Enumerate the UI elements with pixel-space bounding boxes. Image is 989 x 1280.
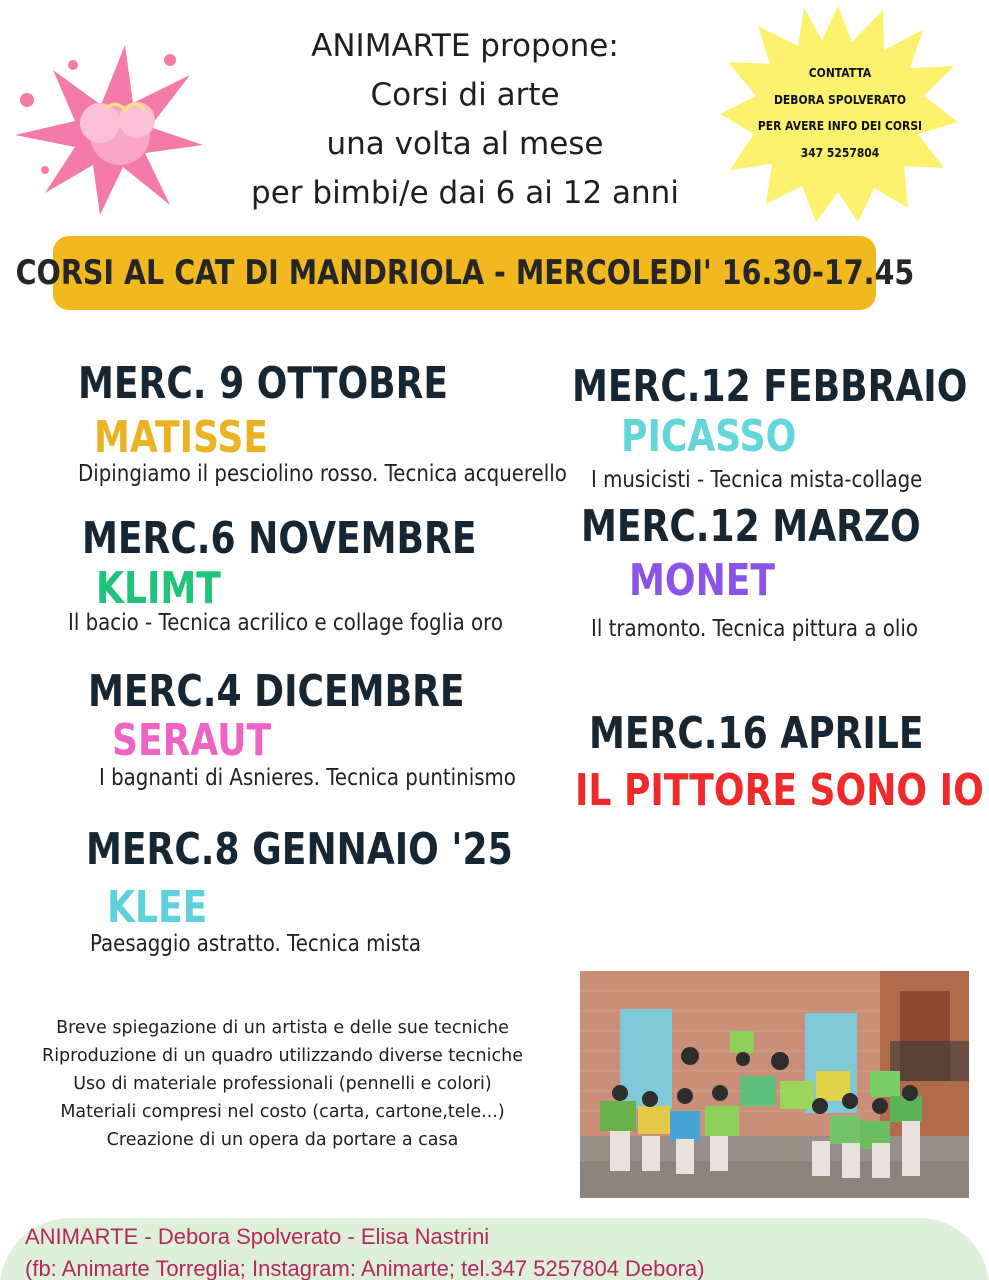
intro-line: Corsi di arte bbox=[370, 77, 560, 113]
course-artist: IL PITTORE SONO IO bbox=[575, 765, 984, 816]
contact-line: PER AVERE INFO DEI CORSI bbox=[757, 118, 923, 133]
schedule-banner bbox=[15, 236, 914, 310]
course-date: MERC.4 DICEMBRE bbox=[88, 666, 465, 717]
course-description: Il tramonto. Tecnica pittura a olio bbox=[591, 616, 918, 642]
intro-line: per bimbi/e dai 6 ai 12 anni bbox=[251, 175, 679, 211]
course-artist: KLIMT bbox=[96, 563, 221, 614]
course-date: MERC. 9 OTTOBRE bbox=[78, 358, 449, 409]
contact-info bbox=[754, 60, 926, 166]
contact-line: DEBORA SPOLVERATO bbox=[774, 91, 906, 107]
course-date: MERC.12 MARZO bbox=[581, 501, 921, 552]
course-artist: SERAUT bbox=[112, 715, 272, 766]
intro-line: ANIMARTE propone: bbox=[311, 28, 619, 64]
course-date: MERC.16 APRILE bbox=[589, 708, 924, 759]
feature-item: Materiali compresi nel costo (carta, cartone,tele...) bbox=[60, 1102, 505, 1122]
course-artist: PICASSO bbox=[621, 411, 797, 462]
contact-line: CONTATTA bbox=[808, 65, 872, 80]
intro-text bbox=[200, 22, 730, 218]
feature-item: Breve spiegazione di un artista e delle sue tecniche bbox=[56, 1018, 509, 1038]
course-description: Dipingiamo il pesciolino rosso. Tecnica acquerello bbox=[78, 461, 567, 487]
footer-line: ANIMARTE - Debora Spolverato - Elisa Nastrini bbox=[25, 1224, 490, 1249]
course-date: MERC.12 FEBBRAIO bbox=[572, 361, 968, 412]
feature-item: Uso di materiale professionali (pennelli e colori) bbox=[73, 1074, 492, 1094]
course-artist: MONET bbox=[629, 555, 776, 606]
features-list bbox=[0, 1014, 565, 1154]
footer bbox=[25, 1221, 705, 1280]
footer-line: (fb: Animarte Torreglia; Instagram: Animarte; tel.347 5257804 Debora) bbox=[25, 1256, 705, 1280]
course-description: Il bacio - Tecnica acrilico e collage foglia oro bbox=[68, 610, 503, 636]
intro-line: una volta al mese bbox=[326, 126, 604, 162]
course-date: MERC.8 GENNAIO '25 bbox=[86, 824, 513, 875]
banner-text: CORSI AL CAT DI MANDRIOLA - MERCOLEDI' 16.30-17.45 bbox=[15, 253, 914, 293]
feature-item: Creazione di un opera da portare a casa bbox=[106, 1130, 459, 1150]
contact-phone: 347 5257804 bbox=[800, 144, 880, 160]
course-description: I bagnanti di Asnieres. Tecnica puntinismo bbox=[99, 765, 516, 791]
course-artist: KLEE bbox=[107, 882, 208, 933]
paint-splash-icon bbox=[5, 35, 205, 220]
course-date: MERC.6 NOVEMBRE bbox=[82, 513, 477, 564]
children-photo bbox=[580, 971, 969, 1198]
course-artist: MATISSE bbox=[94, 412, 269, 463]
feature-item: Riproduzione di un quadro utilizzando diverse tecniche bbox=[42, 1046, 523, 1066]
course-description: Paesaggio astratto. Tecnica mista bbox=[90, 931, 422, 957]
course-description: I musicisti - Tecnica mista-collage bbox=[591, 467, 923, 493]
